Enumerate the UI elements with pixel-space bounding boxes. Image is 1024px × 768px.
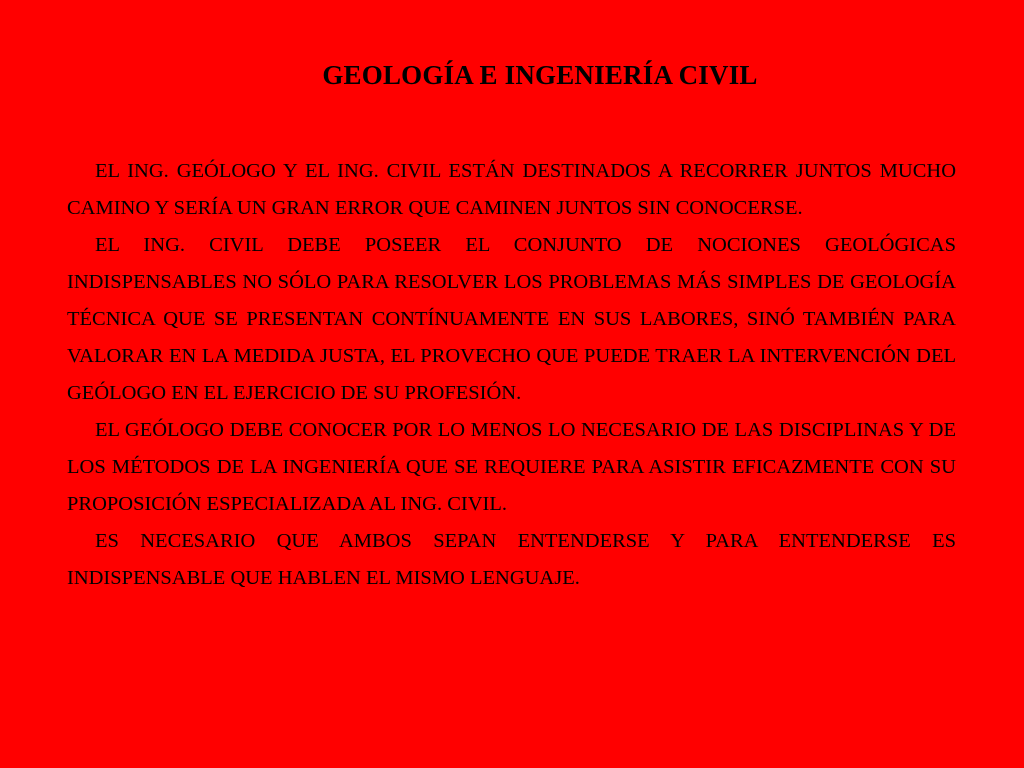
paragraph-4: ES NECESARIO QUE AMBOS SEPAN ENTENDERSE Y PARA ENTENDERSE ES INDISPENSABLE QUE HABLEN EL MISMO LENGUAJE. [67, 530, 956, 589]
paragraph-1: EL ING. GEÓLOGO Y EL ING. CIVIL ESTÁN DESTINADOS A RECORRER JUNTOS MUCHO CAMINO Y SERÍA UN GRAN ERROR QUE CAMINEN JUNTOS SIN CONOCERSE. [67, 160, 956, 219]
slide-title: GEOLOGÍA E INGENIERÍA CIVIL [322, 60, 758, 90]
paragraph-2: EL ING. CIVIL DEBE POSEER EL CONJUNTO DE NOCIONES GEOLÓGICAS INDISPENSABLES NO SÓLO PARA RESOLVER LOS PROBLEMAS MÁS SIMPLES DE GEOLOGÍA TÉCNICA QUE SE PRESENTAN CONTÍNUAMENTE EN SUS LABORES, SINÓ TAMBIÉN PARA VALORAR EN LA MEDIDA JUSTA, EL PROVECHO QUE PUEDE TRAER LA INTERVENCIÓN DEL GEÓLOGO EN EL EJERCICIO DE SU PROFESIÓN. [67, 234, 956, 404]
paragraph-3: EL GEÓLOGO DEBE CONOCER POR LO MENOS LO NECESARIO DE LAS DISCIPLINAS Y DE LOS MÉTODOS DE LA INGENIERÍA QUE SE REQUIERE PARA ASISTIR EFICAZMENTE CON SU PROPOSICIÓN ESPECIALIZADA AL ING. CIVIL. [67, 419, 956, 515]
slide-body [67, 153, 956, 597]
